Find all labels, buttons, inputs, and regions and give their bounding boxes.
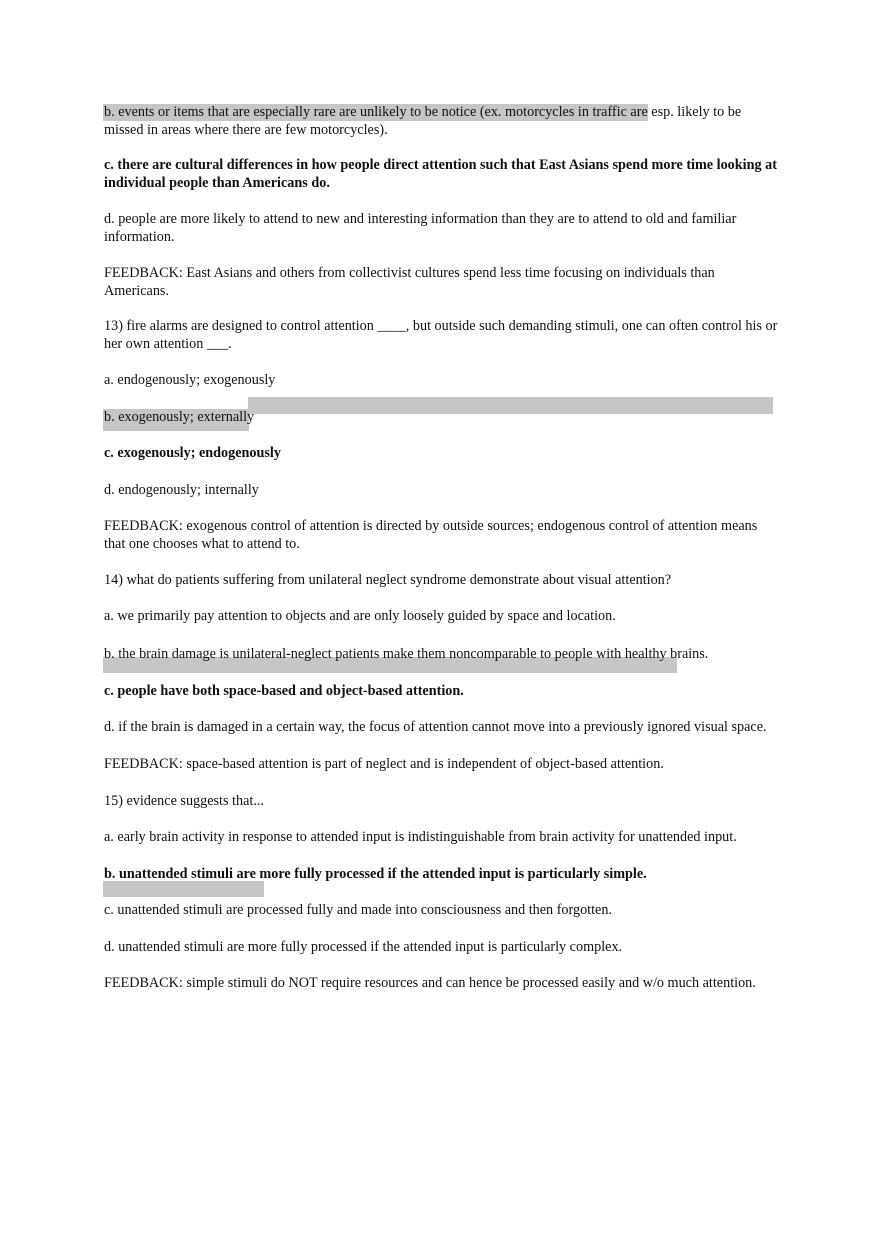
q13-option-a: a. endogenously; exogenously [104, 372, 276, 388]
q12-option-b: b. events or items that are especially rare are unlikely to be notice (ex. motorcycles in traffic are esp. likely to be missed in areas where there are few motorcycles). [104, 104, 742, 138]
q12-option-c-answer: c. there are cultural differences in how people direct attention such that East Asians spend more time looking at individual people than Americans do. [104, 157, 777, 191]
q15-option-a: a. early brain activity in response to attended input is indistinguishable from brain activity for unattended input. [104, 829, 737, 845]
q15-feedback: FEEDBACK: simple stimuli do NOT require resources and can hence be processed easily and w/o much attention. [104, 975, 756, 991]
q14-option-b: b. the brain damage is unilateral-neglect patients make them noncomparable to people with healthy brains. [104, 646, 709, 662]
q15-question: 15) evidence suggests that... [104, 793, 264, 809]
q13-option-b: b. exogenously; externally [104, 409, 255, 425]
q14-option-a: a. we primarily pay attention to objects and are only loosely guided by space and location. [104, 608, 616, 624]
q12-option-d: d. people are more likely to attend to new and interesting information than they are to attend to old and familiar information. [104, 211, 737, 245]
q15-option-c: c. unattended stimuli are processed fully and made into consciousness and then forgotten. [104, 902, 612, 918]
q13-question: 13) fire alarms are designed to control attention ____, but outside such demanding stimuli, one can often control his or her own attention ___. [104, 318, 778, 352]
q12-feedback: FEEDBACK: East Asians and others from collectivist cultures spend less time focusing on individuals than Americans. [104, 265, 715, 299]
q15-option-b-answer: b. unattended stimuli are more fully processed if the attended input is particularly simple. [104, 866, 647, 882]
q13-option-c-answer: c. exogenously; endogenously [104, 445, 281, 461]
q14-question: 14) what do patients suffering from unilateral neglect syndrome demonstrate about visual attention? [104, 572, 672, 588]
q15-option-d: d. unattended stimuli are more fully processed if the attended input is particularly complex. [104, 939, 623, 955]
q14-option-d: d. if the brain is damaged in a certain way, the focus of attention cannot move into a previously ignored visual space. [104, 719, 767, 735]
q13-feedback: FEEDBACK: exogenous control of attention is directed by outside sources; endogenous control of attention means that one chooses what to attend to. [104, 518, 758, 552]
q14-option-c-answer: c. people have both space-based and object-based attention. [104, 683, 464, 699]
q13-option-d: d. endogenously; internally [104, 482, 259, 498]
q14-feedback: FEEDBACK: space-based attention is part of neglect and is independent of object-based attention. [104, 756, 664, 772]
